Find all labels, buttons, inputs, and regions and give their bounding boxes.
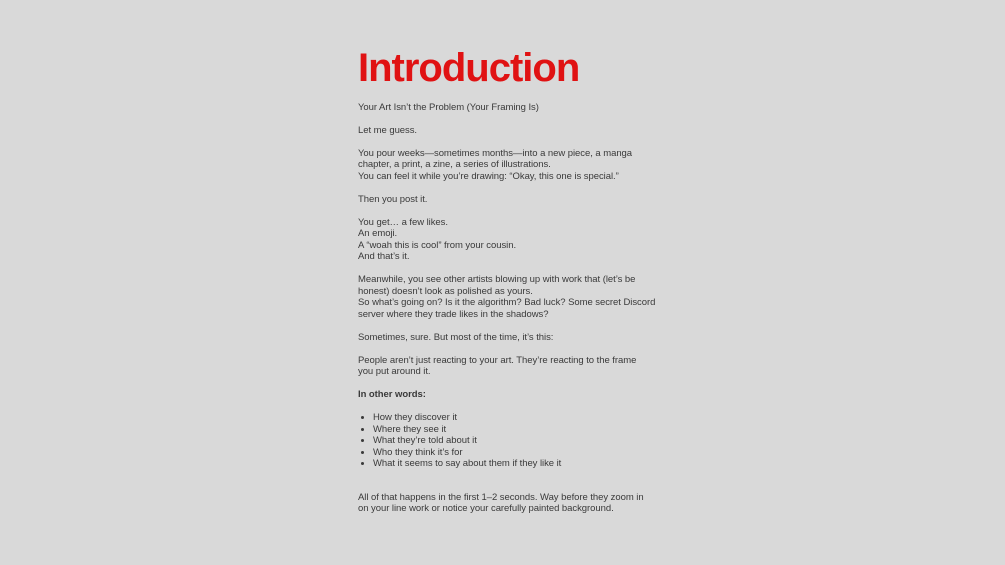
bullet-list: [358, 412, 678, 470]
paragraph: People aren’t just reacting to your art. They’re reacting to the frame you put around it.: [358, 354, 637, 377]
bullet-item: • What it seems to say about them if they like it: [373, 458, 678, 470]
paragraph: Sometimes, sure. But most of the time, it’s this:: [358, 331, 554, 343]
paragraph: In other words:: [358, 389, 426, 400]
bullet-item: • Who they think it’s for: [373, 447, 678, 459]
page-title: Introduction: [358, 46, 580, 90]
bullet-item: • How they discover it: [373, 412, 678, 424]
paragraph: You get… a few likes. An emoji. A “woah this is cool” from your cousin. And that’s it.: [358, 216, 517, 262]
paragraph: All of that happens in the first 1–2 seconds. Way before they zoom in on your line work or notice your carefully painted background.: [358, 491, 644, 514]
paragraph: You pour weeks—sometimes months—into a new piece, a manga chapter, a print, a zine, a series of illustrations. You can feel it while you’re drawing: “Okay, this one is special.”: [358, 147, 633, 182]
document-body: [358, 125, 678, 515]
bullet-item: • Where they see it: [373, 424, 678, 436]
document-page: [358, 46, 678, 515]
subtitle: Your Art Isn’t the Problem (Your Framing Is): [358, 101, 539, 113]
paragraph: Then you post it.: [358, 193, 428, 205]
bullet-item: • What they’re told about it: [373, 435, 678, 447]
paragraph: Let me guess.: [358, 124, 418, 136]
paragraph: Meanwhile, you see other artists blowing up with work that (let’s be honest) doesn’t look as polished as yours. So what’s going on? Is it the algorithm? Bad luck? Some secret Discord server where they trade likes in the shadows?: [358, 274, 656, 320]
